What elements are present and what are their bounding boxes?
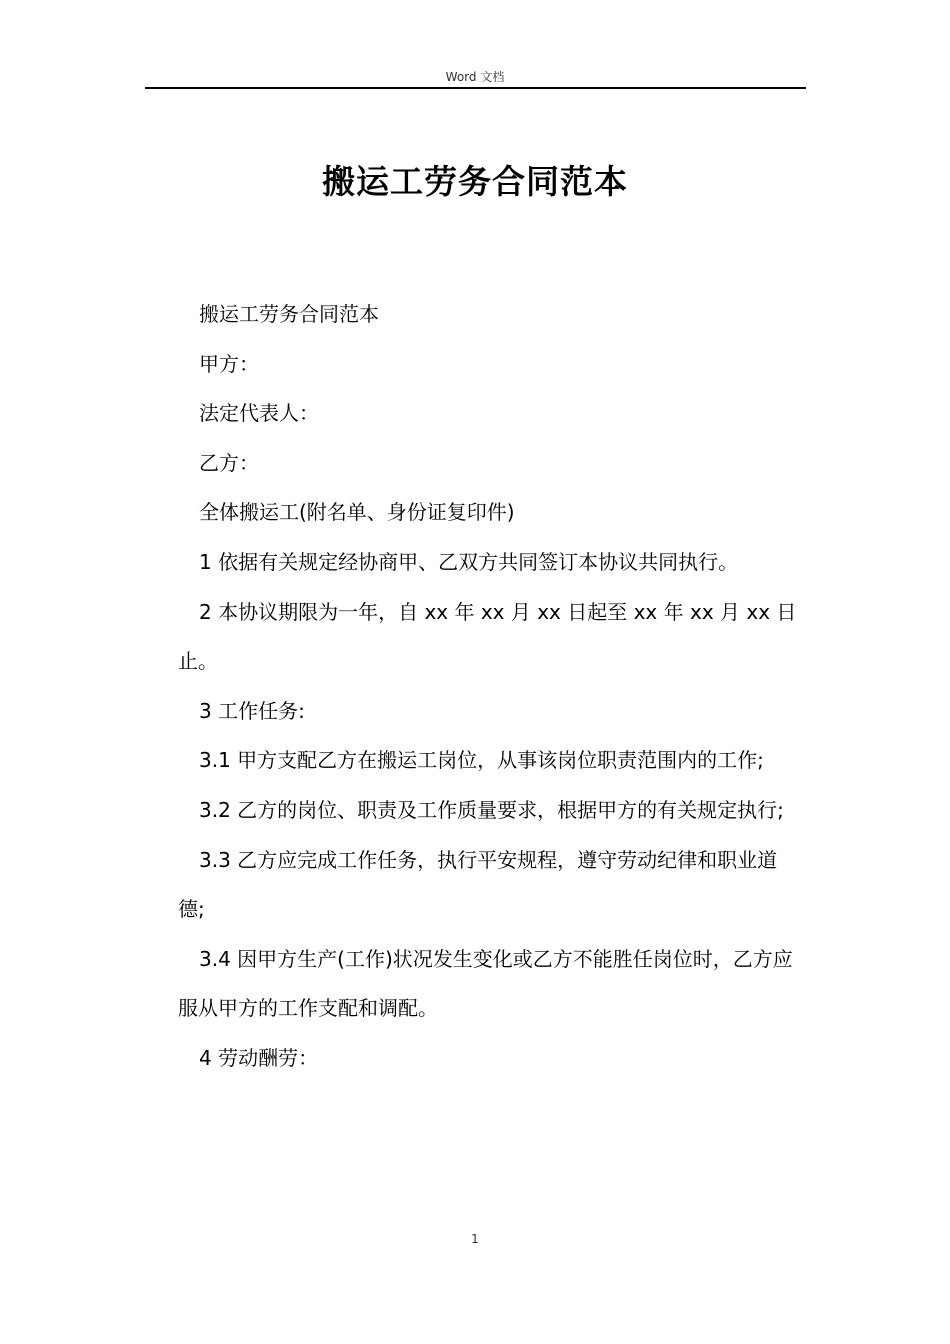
paragraph-clause-2: 2 本协议期限为一年，自 xx 年 xx 月 xx 日起至 xx 年 xx 月 xx 日止。 (178, 599, 797, 674)
document-body (178, 290, 798, 1084)
header-divider (145, 87, 806, 89)
paragraph-contract-name: 搬运工劳务合同范本 (199, 302, 379, 326)
paragraph-clause-3-3: 3.3 乙方应完成工作任务，执行平安规程，遵守劳动纪律和职业道德; (178, 847, 778, 922)
paragraph-clause-3: 3 工作任务: (199, 698, 305, 723)
paragraph-all-porters: 全体搬运工(附名单、身份证复印件) (199, 500, 515, 525)
paragraph-clause-3-4: 3.4 因甲方生产(工作)状况发生变化或乙方不能胜任岗位时，乙方应服从甲方的工作支配和调配。 (178, 946, 793, 1021)
page-header: Word 文档 (445, 70, 505, 84)
paragraph-party-a: 甲方： (199, 351, 259, 376)
paragraph-legal-representative: 法定代表人： (199, 401, 319, 426)
paragraph-clause-4: 4 劳动酬劳： (199, 1045, 319, 1070)
paragraph-party-b: 乙方： (199, 450, 259, 475)
paragraph-clause-1: 1 依据有关规定经协商甲、乙双方共同签订本协议共同执行。 (199, 549, 739, 574)
paragraph-clause-3-1: 3.1 甲方支配乙方在搬运工岗位，从事该岗位职责范围内的工作; (199, 748, 764, 773)
page-number: 1 (471, 1232, 479, 1246)
paragraph-clause-3-2: 3.2 乙方的岗位、职责及工作质量要求，根据甲方的有关规定执行; (199, 797, 784, 822)
document-title: 搬运工劳务合同范本 (322, 162, 628, 201)
